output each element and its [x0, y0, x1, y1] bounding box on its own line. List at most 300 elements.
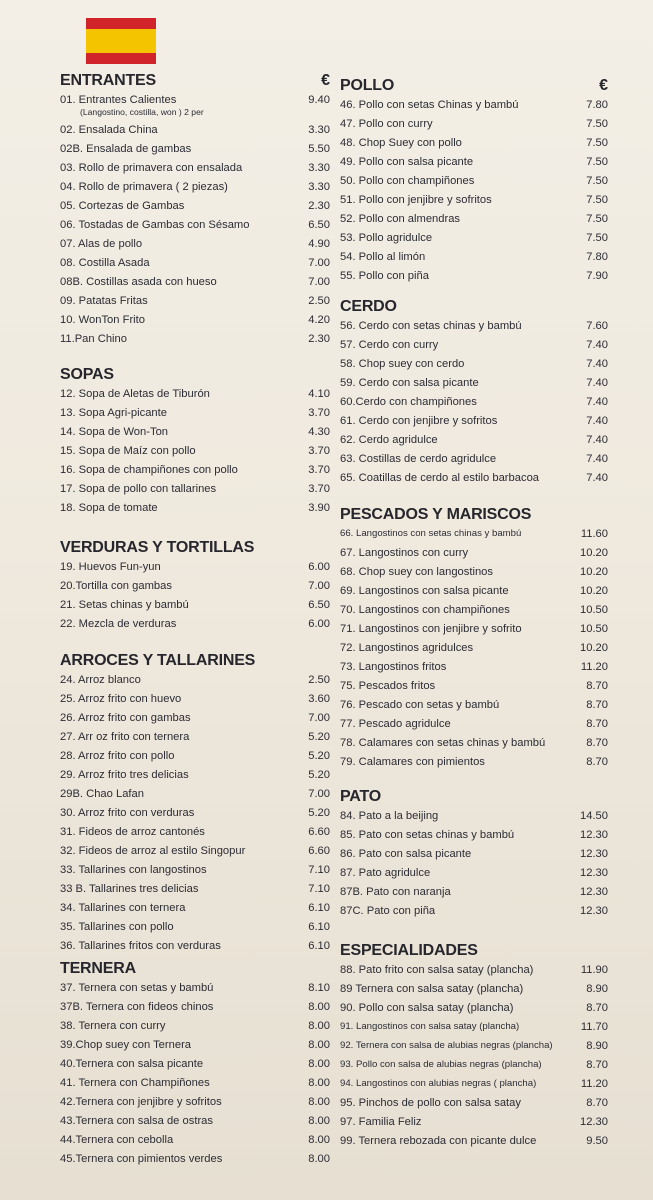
menu-item-price: 11.20 [580, 1078, 608, 1090]
menu-item-name: 33 B. Tallarines tres delicias [60, 883, 199, 895]
menu-item [340, 116, 608, 135]
menu-item-name: 51. Pollo con jenjibre y sofritos [340, 194, 492, 206]
menu-item-price: 4.30 [308, 426, 330, 438]
menu-item [60, 559, 330, 578]
menu-item-name: 91. Langostinos con salsa satay (plancha) [340, 1021, 520, 1032]
section-entrantes [60, 72, 330, 350]
menu-item-name: 24. Arroz blanco [60, 674, 141, 686]
menu-item-price: 5.20 [308, 750, 330, 762]
menu-item-price: 7.40 [586, 339, 608, 351]
menu-item-price: 7.10 [308, 864, 330, 876]
menu-item-price: 7.00 [308, 276, 330, 288]
menu-item-name: 12. Sopa de Aletas de Tiburón [60, 388, 210, 400]
menu-item [60, 236, 330, 255]
menu-item-name: 34. Tallarines con ternera [60, 902, 186, 914]
euro-symbol: € [321, 72, 330, 89]
menu-item [60, 1075, 330, 1094]
menu-item-price: 9.40 [308, 94, 330, 106]
menu-item-name: 14. Sopa de Won-Ton [60, 426, 169, 438]
menu-item [340, 981, 608, 1000]
menu-item-price: 7.50 [586, 156, 608, 168]
menu-item-name: 70. Langostinos con champiñones [340, 604, 510, 616]
menu-item-price: 3.90 [308, 502, 330, 514]
menu-item-price: 7.40 [586, 434, 608, 446]
menu-item [60, 597, 330, 616]
menu-item-price: 8.00 [308, 1039, 330, 1051]
menu-item [340, 846, 608, 865]
menu-item-name: 65. Coatillas de cerdo al estilo barbacoa [340, 472, 540, 484]
menu-item-price: 6.50 [308, 599, 330, 611]
menu-item-name: 35. Tallarines con pollo [60, 921, 174, 933]
menu-item-price: 7.80 [586, 99, 608, 111]
menu-item [60, 160, 330, 179]
menu-item [340, 1076, 608, 1095]
menu-item [340, 154, 608, 173]
menu-item-price: 11.70 [580, 1021, 608, 1033]
menu-item-price: 7.50 [586, 213, 608, 225]
menu-item-name: 06. Tostadas de Gambas con Sésamo [60, 219, 250, 231]
menu-item [60, 1056, 330, 1075]
menu-item-price: 12.30 [580, 867, 608, 879]
menu-item-name: 54. Pollo al limón [340, 251, 426, 263]
menu-item-name: 52. Pollo con almendras [340, 213, 461, 225]
menu-item-name: 38. Ternera con curry [60, 1020, 166, 1032]
menu-item [340, 97, 608, 116]
menu-item-name: 93. Pollo con salsa de alubias negras (plancha) [340, 1059, 542, 1070]
menu-item [60, 198, 330, 217]
menu-item-price: 12.30 [580, 886, 608, 898]
menu-item-price: 10.20 [580, 566, 608, 578]
menu-item-name: 57. Cerdo con curry [340, 339, 439, 351]
menu-item [340, 1057, 608, 1076]
menu-item [60, 293, 330, 312]
menu-item [340, 230, 608, 249]
menu-item-price: 6.00 [308, 561, 330, 573]
menu-item [340, 337, 608, 356]
menu-item-price: 6.10 [308, 902, 330, 914]
menu-item-price: 3.70 [308, 464, 330, 476]
menu-item-price: 7.40 [586, 358, 608, 370]
menu-item [340, 865, 608, 884]
menu-item-name: 47. Pollo con curry [340, 118, 433, 130]
menu-item [60, 312, 330, 331]
menu-item [340, 470, 608, 489]
menu-item [60, 462, 330, 481]
section-title: VERDURAS Y TORTILLAS [60, 539, 255, 556]
menu-item-name: 31. Fideos de arroz cantonés [60, 826, 205, 838]
section-especialidades [340, 942, 608, 1152]
menu-item [60, 578, 330, 597]
section-cerdo [340, 298, 608, 489]
menu-item-name: 59. Cerdo con salsa picante [340, 377, 479, 389]
menu-item [340, 583, 608, 602]
menu-item-price: 8.70 [586, 1097, 608, 1109]
menu-item-price: 7.40 [586, 396, 608, 408]
menu-item-name: 29. Arroz frito tres delicias [60, 769, 189, 781]
section-title: POLLO [340, 77, 395, 94]
menu-item [340, 808, 608, 827]
menu-item [340, 211, 608, 230]
menu-item [60, 900, 330, 919]
menu-item-name: 09. Patatas Fritas [60, 295, 148, 307]
section-header [60, 652, 330, 672]
menu-item-price: 8.10 [308, 982, 330, 994]
menu-item [340, 249, 608, 268]
menu-item-price: 8.70 [586, 680, 608, 692]
menu-item-price: 3.70 [308, 407, 330, 419]
menu-item-price: 2.50 [308, 674, 330, 686]
menu-item [60, 122, 330, 141]
menu-item-price: 10.50 [580, 604, 608, 616]
menu-item [60, 405, 330, 424]
menu-item-name: 67. Langostinos con curry [340, 547, 469, 559]
section-pescados-y-mariscos [340, 506, 608, 773]
menu-item-name: 01. Entrantes Calientes [60, 94, 177, 106]
menu-item [340, 716, 608, 735]
menu-item-name: 41. Ternera con Champiñones [60, 1077, 210, 1089]
section-header [340, 942, 608, 962]
menu-item [340, 735, 608, 754]
menu-item-price: 3.70 [308, 483, 330, 495]
menu-item-name: 29B. Chao Lafan [60, 788, 144, 800]
section-title: PATO [340, 788, 381, 805]
menu-item-name: 92. Ternera con salsa de alubias negras (plancha) [340, 1040, 553, 1051]
menu-item-price: 7.50 [586, 118, 608, 130]
menu-item [340, 621, 608, 640]
menu-item-price: 8.00 [308, 1058, 330, 1070]
menu-item-price: 8.70 [586, 1002, 608, 1014]
menu-item [340, 659, 608, 678]
menu-item-name: 87C. Pato con piña [340, 905, 436, 917]
menu-item-name: 39.Chop suey con Ternera [60, 1039, 192, 1051]
menu-item [340, 602, 608, 621]
menu-item-price: 7.40 [586, 453, 608, 465]
menu-item [60, 999, 330, 1018]
section-ternera [60, 960, 330, 1170]
menu-item-price: 8.00 [308, 1020, 330, 1032]
menu-item-name: 79. Calamares con pimientos [340, 756, 485, 768]
menu-item-price: 10.20 [580, 547, 608, 559]
menu-item-name: 18. Sopa de tomate [60, 502, 158, 514]
menu-item-name: 37B. Ternera con fideos chinos [60, 1001, 214, 1013]
menu-item-price: 11.90 [580, 964, 608, 976]
menu-item-name: 58. Chop suey con cerdo [340, 358, 465, 370]
section-header [60, 366, 330, 386]
menu-item-price: 7.40 [586, 415, 608, 427]
menu-item-name: 22. Mezcla de verduras [60, 618, 177, 630]
menu-item-name: 90. Pollo con salsa satay (plancha) [340, 1002, 514, 1014]
menu-item-name: 62. Cerdo agridulce [340, 434, 438, 446]
menu-item-price: 3.30 [308, 162, 330, 174]
menu-item [340, 394, 608, 413]
menu-item-price: 8.00 [308, 1001, 330, 1013]
menu-item-name: 88. Pato frito con salsa satay (plancha) [340, 964, 534, 976]
menu-item-name: 56. Cerdo con setas chinas y bambú [340, 320, 522, 332]
menu-item-price: 2.30 [308, 200, 330, 212]
menu-item-price: 8.90 [586, 1040, 608, 1052]
menu-item-name: 36. Tallarines fritos con verduras [60, 940, 221, 952]
menu-item [60, 980, 330, 999]
menu-item [340, 413, 608, 432]
menu-item-price: 10.20 [580, 642, 608, 654]
menu-item-price: 4.90 [308, 238, 330, 250]
menu-item-price: 8.00 [308, 1134, 330, 1146]
menu-item-price: 3.70 [308, 445, 330, 457]
menu-item-price: 8.70 [586, 756, 608, 768]
section-sopas [60, 366, 330, 519]
menu-item-name: 17. Sopa de pollo con tallarines [60, 483, 217, 495]
menu-item [60, 919, 330, 938]
menu-item [340, 1133, 608, 1152]
menu-item-price: 7.50 [586, 137, 608, 149]
section-header [60, 960, 330, 980]
menu-item-price: 4.20 [308, 314, 330, 326]
menu-item-price: 7.50 [586, 194, 608, 206]
menu-item-name: 99. Ternera rebozada con picante dulce [340, 1135, 537, 1147]
menu-item [60, 616, 330, 635]
menu-item [60, 424, 330, 443]
menu-item-price: 7.10 [308, 883, 330, 895]
section-title: ENTRANTES [60, 72, 156, 89]
menu-item-name: 73. Langostinos fritos [340, 661, 447, 673]
menu-item [60, 1018, 330, 1037]
menu-item-price: 7.00 [308, 712, 330, 724]
menu-item [60, 255, 330, 274]
section-header [340, 298, 608, 318]
menu-item-price: 12.30 [580, 905, 608, 917]
menu-item [60, 805, 330, 824]
menu-item-price: 6.60 [308, 826, 330, 838]
menu-item-price: 6.50 [308, 219, 330, 231]
menu-item [60, 217, 330, 236]
menu-item [60, 691, 330, 710]
menu-item-name: 42.Ternera con jenjibre y sofritos [60, 1096, 222, 1108]
menu-item-name: 08. Costilla Asada [60, 257, 150, 269]
menu-item [60, 500, 330, 519]
menu-item-name: 02. Ensalada China [60, 124, 158, 136]
section-title: ARROCES Y TALLARINES [60, 652, 256, 669]
menu-item-name: 86. Pato con salsa picante [340, 848, 472, 860]
menu-item-name: 48. Chop Suey con pollo [340, 137, 462, 149]
menu-item [60, 767, 330, 786]
menu-item-name: 75. Pescados fritos [340, 680, 436, 692]
menu-item [60, 386, 330, 405]
menu-item-price: 7.00 [308, 788, 330, 800]
menu-item-name: 85. Pato con setas chinas y bambú [340, 829, 515, 841]
menu-item [340, 1114, 608, 1133]
section-header [340, 77, 608, 97]
menu-item-price: 8.00 [308, 1115, 330, 1127]
menu-item [340, 903, 608, 922]
menu-item [340, 173, 608, 192]
menu-item [60, 729, 330, 748]
menu-item [340, 1095, 608, 1114]
section-pato [340, 788, 608, 922]
menu-item-price: 5.20 [308, 807, 330, 819]
menu-item [60, 786, 330, 805]
menu-item-price: 12.30 [580, 829, 608, 841]
menu-item-price: 5.50 [308, 143, 330, 155]
menu-item-name: 15. Sopa de Maíz con pollo [60, 445, 196, 457]
menu-item-name: 84. Pato a la beijing [340, 810, 439, 822]
section-title: ESPECIALIDADES [340, 942, 478, 959]
menu-item-name: 08B. Costillas asada con hueso [60, 276, 217, 288]
menu-item-price: 7.40 [586, 377, 608, 389]
menu-item [60, 1037, 330, 1056]
menu-item [340, 962, 608, 981]
menu-item [60, 748, 330, 767]
section-title: SOPAS [60, 366, 114, 383]
menu-item-price: 8.70 [586, 1059, 608, 1071]
menu-item-name: 97. Familia Feliz [340, 1116, 422, 1128]
menu-item-price: 5.20 [308, 769, 330, 781]
menu-item-price: 6.60 [308, 845, 330, 857]
menu-item-name: 94. Langostinos con alubias negras ( plancha) [340, 1078, 537, 1089]
spain-flag-icon [86, 18, 156, 64]
menu-item-price: 6.10 [308, 940, 330, 952]
menu-item-name: 40.Ternera con salsa picante [60, 1058, 204, 1070]
section-title: PESCADOS Y MARISCOS [340, 506, 532, 523]
menu-item [340, 318, 608, 337]
menu-item [340, 754, 608, 773]
menu-item [340, 268, 608, 287]
menu-item [340, 545, 608, 564]
menu-item-name: 32. Fideos de arroz al estilo Singopur [60, 845, 246, 857]
menu-item-price: 3.30 [308, 181, 330, 193]
menu-item-name: 69. Langostinos con salsa picante [340, 585, 509, 597]
menu-item-name: 27. Arr oz frito con ternera [60, 731, 190, 743]
menu-item-price: 4.10 [308, 388, 330, 400]
menu-item [340, 564, 608, 583]
menu-item-price: 10.20 [580, 585, 608, 597]
menu-item-price: 7.60 [586, 320, 608, 332]
menu-item-price: 5.20 [308, 731, 330, 743]
menu-item-price: 7.50 [586, 232, 608, 244]
menu-item-price: 8.00 [308, 1096, 330, 1108]
menu-item-note: (Langostino, costilla, won ) 2 per [80, 107, 204, 117]
menu-item-name: 13. Sopa Agri-picante [60, 407, 167, 419]
menu-item-name: 03. Rollo de primavera con ensalada [60, 162, 243, 174]
menu-item-name: 16. Sopa de champiñones con pollo [60, 464, 238, 476]
menu-item [340, 375, 608, 394]
menu-item-price: 11.20 [580, 661, 608, 673]
menu-item [60, 843, 330, 862]
menu-item-name: 76. Pescado con setas y bambú [340, 699, 500, 711]
euro-symbol: € [599, 77, 608, 94]
menu-item [340, 192, 608, 211]
menu-item [340, 356, 608, 375]
menu-item [60, 881, 330, 900]
menu-item-name: 05. Cortezas de Gambas [60, 200, 185, 212]
menu-item [60, 938, 330, 957]
menu-item-name: 87. Pato agridulce [340, 867, 431, 879]
menu-item [60, 1094, 330, 1113]
menu-item-name: 77. Pescado agridulce [340, 718, 451, 730]
menu-item-name: 26. Arroz frito con gambas [60, 712, 191, 724]
menu-item-name: 02B. Ensalada de gambas [60, 143, 192, 155]
menu-item-name: 21. Setas chinas y bambú [60, 599, 189, 611]
menu-item [60, 1151, 330, 1170]
menu-item-name: 78. Calamares con setas chinas y bambú [340, 737, 546, 749]
menu-item-name: 07. Alas de pollo [60, 238, 143, 250]
menu-item-price: 12.30 [580, 848, 608, 860]
menu-item-price: 3.60 [308, 693, 330, 705]
menu-item [60, 1113, 330, 1132]
menu-item-price: 2.30 [308, 333, 330, 345]
menu-item [60, 481, 330, 500]
menu-item-price: 8.00 [308, 1077, 330, 1089]
menu-item-name: 37. Ternera con setas y bambú [60, 982, 214, 994]
menu-item [60, 92, 330, 122]
menu-item [60, 1132, 330, 1151]
menu-item-name: 43.Ternera con salsa de ostras [60, 1115, 213, 1127]
menu-item [60, 179, 330, 198]
section-header [60, 539, 330, 559]
menu-item-name: 20.Tortilla con gambas [60, 580, 172, 592]
menu-item-name: 25. Arroz frito con huevo [60, 693, 182, 705]
menu-item [340, 697, 608, 716]
menu-item [340, 640, 608, 659]
menu-item-price: 8.70 [586, 718, 608, 730]
menu-item [60, 274, 330, 293]
menu-item [340, 135, 608, 154]
menu-item-name: 72. Langostinos agridulces [340, 642, 474, 654]
menu-item [340, 526, 608, 545]
menu-item [60, 824, 330, 843]
menu-item-name: 49. Pollo con salsa picante [340, 156, 474, 168]
menu-item-name: 53. Pollo agridulce [340, 232, 433, 244]
menu-item [60, 141, 330, 160]
menu-item [340, 827, 608, 846]
menu-item [340, 451, 608, 470]
section-header [340, 788, 608, 808]
menu-item-name: 68. Chop suey con langostinos [340, 566, 493, 578]
menu-item-price: 7.00 [308, 257, 330, 269]
menu-item-price: 8.90 [586, 983, 608, 995]
menu-item-name: 71. Langostinos con jenjibre y sofrito [340, 623, 522, 635]
menu-item-price: 6.00 [308, 618, 330, 630]
section-arroces-y-tallarines [60, 652, 330, 957]
menu-item-name: 04. Rollo de primavera ( 2 piezas) [60, 181, 228, 193]
menu-item-price: 14.50 [580, 810, 608, 822]
menu-item-price: 10.50 [580, 623, 608, 635]
section-pollo [340, 77, 608, 287]
menu-item-price: 8.70 [586, 737, 608, 749]
menu-item [340, 1019, 608, 1038]
menu-item-name: 44.Ternera con cebolla [60, 1134, 174, 1146]
menu-item-name: 55. Pollo con piña [340, 270, 429, 282]
menu-item [340, 1000, 608, 1019]
section-title: TERNERA [60, 960, 136, 977]
menu-item-price: 7.90 [586, 270, 608, 282]
section-header [60, 72, 330, 92]
menu-item-name: 10. WonTon Frito [60, 314, 145, 326]
menu-item-name: 30. Arroz frito con verduras [60, 807, 195, 819]
menu-item-name: 28. Arroz frito con pollo [60, 750, 175, 762]
menu-item-price: 7.50 [586, 175, 608, 187]
menu-item-price: 8.00 [308, 1153, 330, 1165]
menu-item-name: 61. Cerdo con jenjibre y sofritos [340, 415, 498, 427]
menu-item-name: 11.Pan Chino [60, 333, 127, 345]
menu-item-price: 12.30 [580, 1116, 608, 1128]
menu-item-price: 9.50 [586, 1135, 608, 1147]
menu-item [340, 678, 608, 697]
section-verduras-y-tortillas [60, 539, 330, 635]
menu-item [60, 331, 330, 350]
menu-item-name: 60.Cerdo con champiñones [340, 396, 477, 408]
menu-item-name: 63. Costillas de cerdo agridulce [340, 453, 497, 465]
menu-item-price: 3.30 [308, 124, 330, 136]
